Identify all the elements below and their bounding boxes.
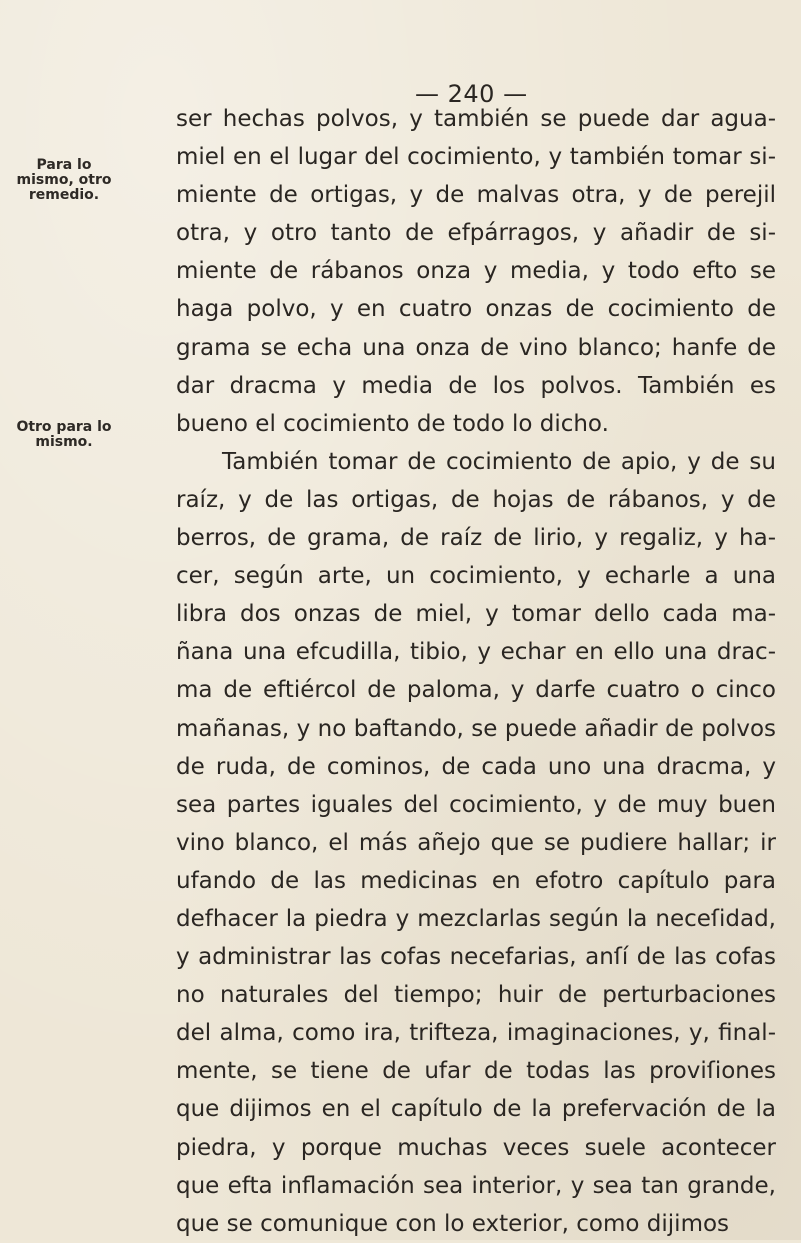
text-line: haga polvo, y en cuatro onzas de cocimiento de: [176, 296, 776, 323]
text-line: no naturales del tiempo; huir de perturbaciones: [176, 982, 776, 1009]
text-line: miente de ortigas, y de malvas otra, y de perejil: [176, 182, 776, 209]
text-line: defhacer la piedra y mezclarlas según la neceſidad,: [176, 905, 776, 932]
text-line: ma de eftiércol de paloma, y darfe cuatro o cinco: [176, 677, 776, 704]
text-line: bueno el cocimiento de todo lo dicho.: [176, 410, 609, 437]
text-line: vino blanco, el más añejo que se pudiere hallar; ir: [176, 829, 776, 856]
text-line: miel en el lugar del cocimiento, y también tomar si-: [176, 144, 776, 171]
text-line: de ruda, de cominos, de cada uno una dracma, y: [176, 753, 776, 780]
text-line: que efta inflamación sea interior, y sea tan grande,: [176, 1172, 776, 1199]
text-line: También tomar de cocimiento de apio, y de su: [222, 448, 776, 475]
text-line: ser hechas polvos, y también se puede dar agua-: [176, 106, 776, 132]
text-line: grama se echa una onza de vino blanco; hanfe de: [176, 334, 776, 361]
text-line: libra dos onzas de miel, y tomar dello cada ma-: [176, 601, 776, 628]
text-line: dar dracma y media de los polvos. También es: [176, 372, 776, 399]
text-line: ñana una efcudilla, tibio, y echar en ello una drac-: [176, 639, 776, 666]
text-line: mañanas, y no baftando, se puede añadir de polvos: [176, 715, 776, 742]
text-line: del alma, como ira, trifteza, imaginaciones, y, final-: [176, 1020, 776, 1047]
text-line: berros, de grama, de raíz de lirio, y regaliz, y ha-: [176, 525, 776, 552]
body-text: [176, 100, 776, 1243]
text-line: que dijimos en el capítulo de la prefervación de la: [176, 1096, 776, 1123]
margin-note-1: Para lo mismo, otro remedio.: [16, 157, 112, 203]
text-line: sea partes iguales del cocimiento, y de muy buen: [176, 791, 776, 818]
margin-note-2: Otro para lo mismo.: [16, 419, 112, 450]
text-line: que se comunique con lo exterior, como dijimos: [176, 1210, 730, 1237]
text-line: mente, se tiene de ufar de todas las proviſiones: [176, 1058, 776, 1085]
text-line: ufando de las medicinas en efotro capítulo para: [176, 867, 776, 894]
text-line: otra, y otro tanto de efpárragos, y añadir de si-: [176, 220, 776, 247]
text-line: raíz, y de las ortigas, de hojas de rábanos, y de: [176, 486, 776, 513]
text-line: y administrar las cofas necefarias, anſí de las cofas: [176, 944, 776, 971]
text-line: piedra, y porque muchas veces suele acontecer: [176, 1134, 776, 1161]
text-line: miente de rábanos onza y media, y todo efto se: [176, 258, 776, 285]
page-number: — 240 —: [415, 80, 528, 108]
text-line: cer, según arte, un cocimiento, y echarle a una: [176, 563, 776, 590]
